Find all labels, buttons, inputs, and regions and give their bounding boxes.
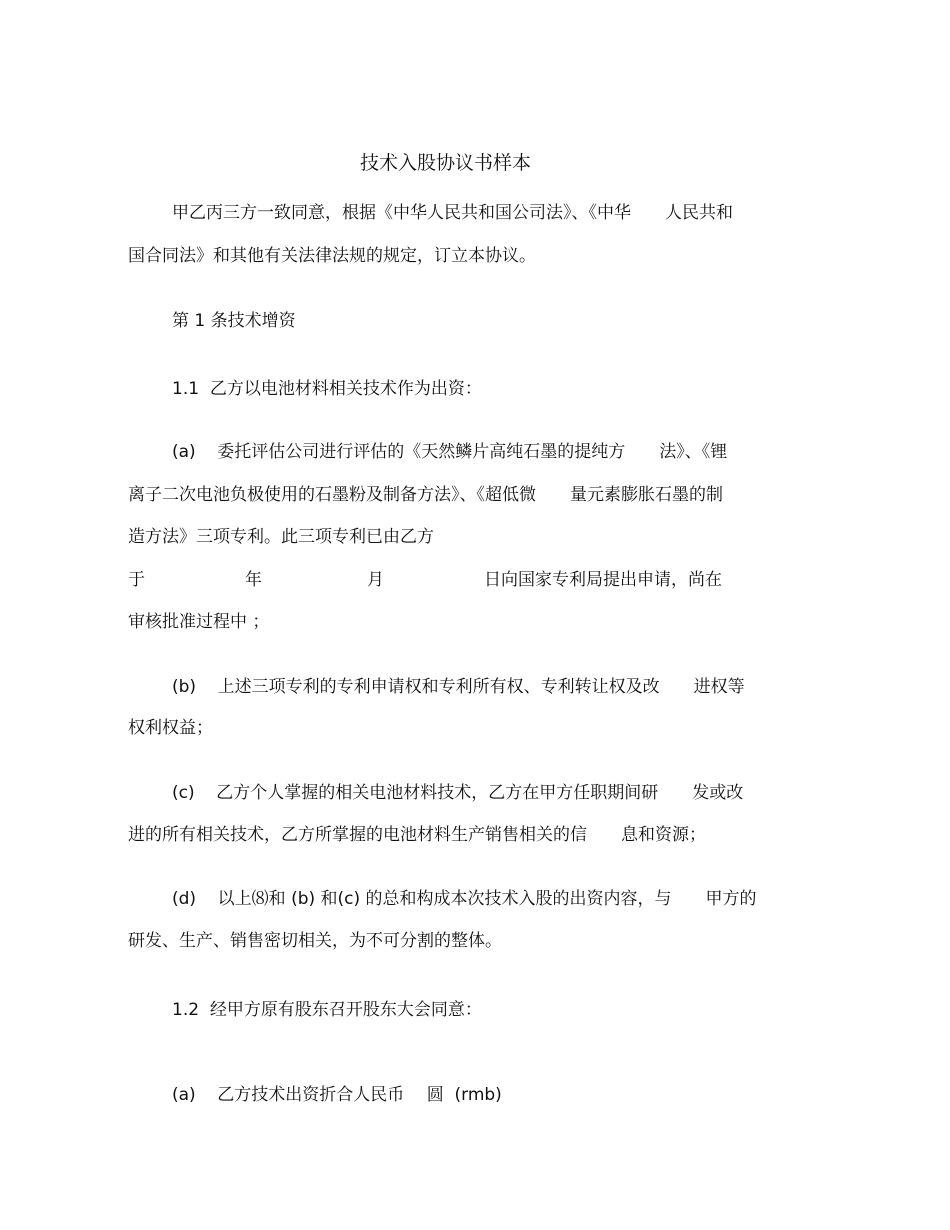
section-heading: 第 1 条技术增资 (172, 311, 296, 331)
clause-heading: 1.2 经甲方原有股东召开股东大会同意： (172, 1000, 482, 1020)
clause-heading: 1.1 乙方以电池材料相关技术作为出资： (172, 379, 482, 399)
paragraph-line: (d) 以上⑻和 (b) 和(c) 的总和构成本次技术入股的出资内容，与 甲方的 (172, 889, 757, 909)
paragraph-line: 审核批准过程中 ； (128, 612, 270, 632)
paragraph-line: (b) 上述三项专利的专利申请权和专利所有权、专利转让权及改 进权等 (172, 677, 745, 697)
document-title: 技术入股协议书样本 (360, 152, 532, 174)
paragraph-line: 进的所有相关技术，乙方所掌握的电池材料生产销售相关的信 息和资源； (128, 825, 706, 845)
date-blank-day: 日向国家专利局提出申请，尚在 (484, 570, 722, 590)
date-blank-yu: 于 (128, 570, 145, 590)
paragraph-line: (c) 乙方个人掌握的相关电池材料技术，乙方在甲方任职期间研 发或改 (172, 783, 744, 803)
paragraph-line: (a) 乙方技术出资折合人民币 圆 (rmb) (172, 1085, 502, 1105)
date-blank-month: 月 (367, 570, 384, 590)
paragraph-line: 造方法》三项专利。此三项专利已由乙方 (128, 527, 434, 547)
paragraph-line: 权利权益； (128, 718, 213, 738)
paragraph-line: 甲乙丙三方一致同意，根据《中华人民共和国公司法》、《中华 人民共和 (172, 203, 733, 223)
paragraph-line: (a) 委托评估公司进行评估的《天然鳞片高纯石墨的提纯方 法》、《锂 (172, 442, 728, 462)
paragraph-line: 国合同法》和其他有关法律法规的规定，订立本协议。 (128, 246, 536, 266)
paragraph-line: 研发、生产、销售密切相关，为不可分割的整体。 (128, 931, 502, 951)
date-blank-year: 年 (245, 570, 262, 590)
paragraph-line: 离子二次电池负极使用的石墨粉及制备方法》、《超低微 量元素膨胀石墨的制 (128, 485, 723, 505)
